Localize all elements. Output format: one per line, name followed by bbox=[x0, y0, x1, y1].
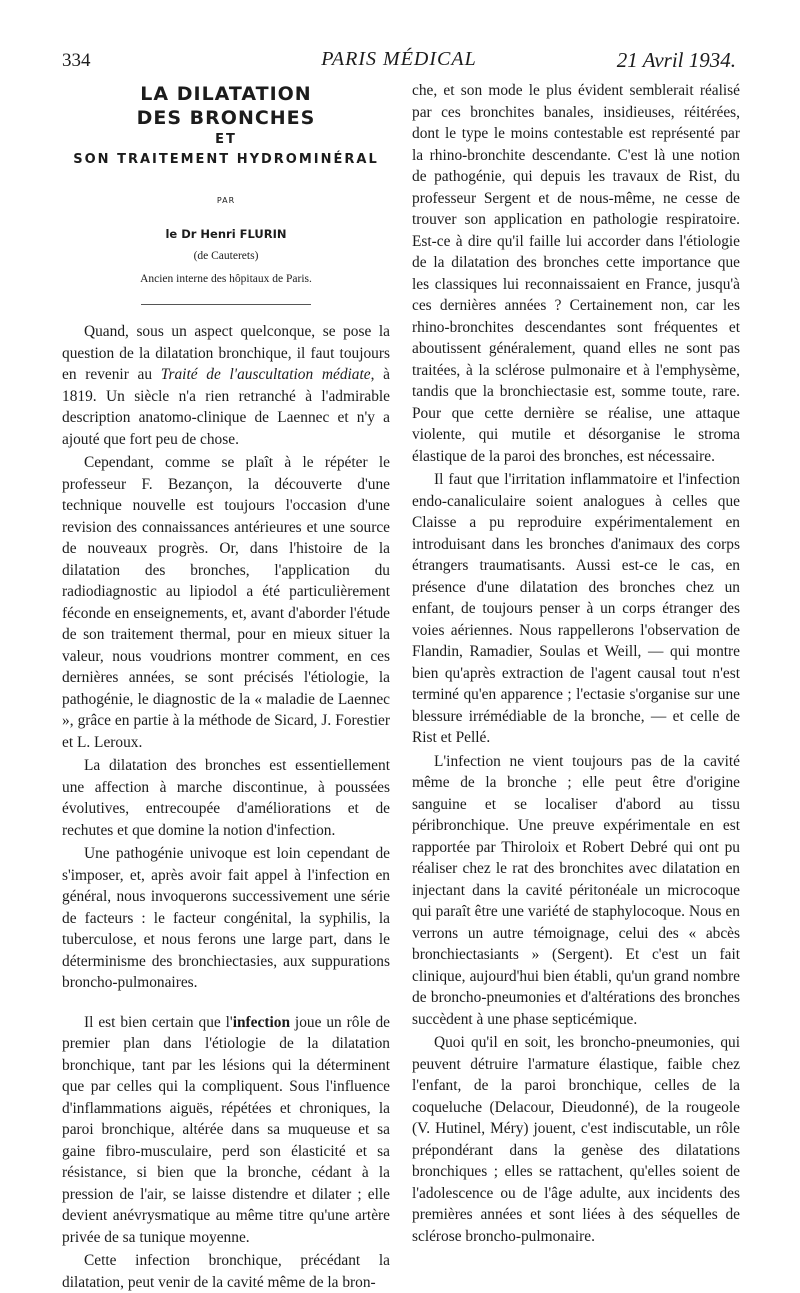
title-line: SON TRAITEMENT HYDROMINÉRAL bbox=[73, 152, 379, 167]
right-column bbox=[412, 80, 740, 1247]
paragraph: Cependant, comme se plaît à le répéter le professeur F. Bezançon, la découverte d'une technique nouvelle est toujours l'occasion d'une revision des connaissances antérieures et une source de nouveaux progrès. Or, dans l'histoire de la dilatation des bronches, l'application du radiodiagnostic au lipiodol a été particulièrement féconde en enseignements, et, avant d'aborder l'étude de son traitement thermal, pour en mieux situer la valeur, nous voudrions montrer comment, en ces dernières années, se sont précisés l'étiologie, la pathogénie, le diagnostic de la « maladie de Laennec », grâce en partie à la méthode de Sicard, J. Forestier et L. Leroux. bbox=[62, 454, 390, 751]
byline-par: PAR bbox=[216, 196, 236, 205]
paragraph-text: Il est bien certain que l' bbox=[84, 1013, 233, 1031]
article-title bbox=[62, 82, 390, 170]
byline bbox=[62, 190, 390, 290]
paragraph: La dilatation des bronches est essentiellement une affection à marche discontinue, à poussées évolutives, entrecoupée d'améliorations et de rechutes et que domine la notion d'infection. bbox=[62, 757, 390, 839]
author-role: Ancien interne des hôpitaux de Paris. bbox=[140, 272, 312, 285]
paragraph: Cette infection bronchique, précédant la dilatation, peut venir de la cavité même de la bron- bbox=[62, 1252, 390, 1291]
paragraph-text: Quand, sous un aspect quelconque, se pose la question de la dilatation bronchique, il faut toujours en revenir au bbox=[62, 323, 390, 383]
title-line: LA DILATATION bbox=[140, 83, 312, 105]
title-line: ET bbox=[215, 132, 237, 147]
running-header bbox=[62, 48, 736, 76]
paragraph: Il faut que l'irritation inflammatoire et l'infection endo-canaliculaire soient analogues à celles que Claisse a pu reproduire expérimentalement en introduisant dans les bronches d'animaux des corps étrangers traumatisants. Aussi est-ce le cas, en présence d'une dilatation des bronches chez un enfant, de toujours penser à un corps étranger des voies aériennes. Nous rappellerons l'observation de Flandin, Ramadier, Soulas et Weill, — qui montre bien qu'après extraction de l'agent causal tout n'est terminé qu'en apparence ; l'ectasie s'organise sur une blessure irrémédiable de la bronche, — et celle de Rist et Pellé. bbox=[412, 471, 740, 746]
paragraph bbox=[62, 1012, 390, 1249]
paragraph-text: , à 1819. Un siècle n'a rien retranché à l'admirable description anatomo-clinique de Laennec et n'y a ajouté que fort peu de chose. bbox=[62, 366, 390, 448]
paragraph: che, et son mode le plus évident semblerait réalisé par ces bronchites banales, insidieuses, réitérées, dont le type le moins contestable est représenté par la rhino-bronchite descendante. C'est là une notion de pathogénie, qui depuis les travaux de Rist, du professeur Sergent et de nous-même, ne cesse de trouver son application en pathologie respiratoire. Est-ce à dire qu'il faille lui accorder dans l'étiologie de la dilatation des bronches cette importance que les classiques lui reconnaissaient en France, jusqu'à ces dernières années ? Certainement non, car les rhino-bronchites descendantes sont fréquentes et aboutissent généralement, quand elles ne sont pas traitées, à la sclérose pulmonaire et à l'emphysème, tandis que la bronchiectasie est, somme toute, rare. Pour que cette dernière se réalise, une attaque violente, qui mutile et désorganise le stroma élastique de la paroi des bronches, est nécessaire. bbox=[412, 82, 740, 465]
author-location: (de Cauterets) bbox=[193, 250, 259, 262]
paragraph: L'infection ne vient toujours pas de la cavité même de la bronche ; elle peut être d'origine sanguine et se localiser d'abord au tissu péribronchique. Une preuve expérimentale en est rapportée par Thiroloix et Robert Debré qui ont pu réaliser chez le rat des bronchites avec dilatation en injectant dans la cavité péritonéale un microcoque qui paraît être une variété de staphylocoque. Nous en verrons un autre témoignage, celui des « abcès bronchiectasiants » (Sergent). Et c'est un fait clinique, aujourd'hui bien établi, qu'un grand nombre de broncho-pneumonies et d'altérations des bronches succèdent à une phase septicémique. bbox=[412, 752, 740, 1028]
author-name: le Dr Henri FLURIN bbox=[165, 226, 287, 241]
page-number: 334 bbox=[62, 50, 91, 71]
paragraph: Une pathogénie univoque est loin cependant de s'imposer, et, après avoir fait appel à l'infection en général, nous invoquerons successivement une série de facteurs : le facteur congénital, la syphilis, la tuberculose, et nous ferons une large part, dans le déterminisme des bronchiectasies, aux suppurations broncho-pulmonaires. bbox=[62, 845, 390, 991]
paragraph: Quoi qu'il en soit, les broncho-pneumonies, qui peuvent détruire l'armature élastique, faible chez l'enfant, de la paroi bronchique, celles de la coqueluche (Delacour, Dieudonné), de la rougeole (V. Hutinel, Méry) jouent, c'est indiscutable, un rôle prépondérant dans la genèse des dilatations bronchiques ; elles se rattachent, qu'elles soient de l'adolescence ou de l'âge adulte, aux incidents des premières années et sont liées à des séquelles de sclérose broncho-pulmonaire. bbox=[412, 1034, 740, 1245]
paragraph bbox=[62, 321, 390, 450]
issue-date: 21 Avril 1934. bbox=[616, 48, 736, 72]
journal-title: PARIS MÉDICAL bbox=[321, 48, 477, 70]
title-line: DES BRONCHES bbox=[136, 107, 316, 129]
title-divider bbox=[141, 304, 311, 305]
emphasis-term: infection bbox=[232, 1013, 290, 1031]
left-column bbox=[62, 80, 390, 1293]
book-title: Traité de l'auscultation médiate bbox=[160, 366, 371, 383]
paragraph-text: joue un rôle de premier plan dans l'étiologie de la dilatation bronchique, tant par les lésions qui la déterminent que par celles qui la compliquent. Sous l'influence d'inflammations aiguës, répétées et chroniques, la paroi bronchique, altérée dans sa muqueuse et sa gaine fibro-musculaire, perd son élasticité et sa résistance, si bien que la bronche, cédant à la pression de l'air, se laisse distendre et dilater ; elle devient anévrysmatique au même titre qu'une artère privée de sa tunique moyenne. bbox=[62, 1013, 391, 1246]
